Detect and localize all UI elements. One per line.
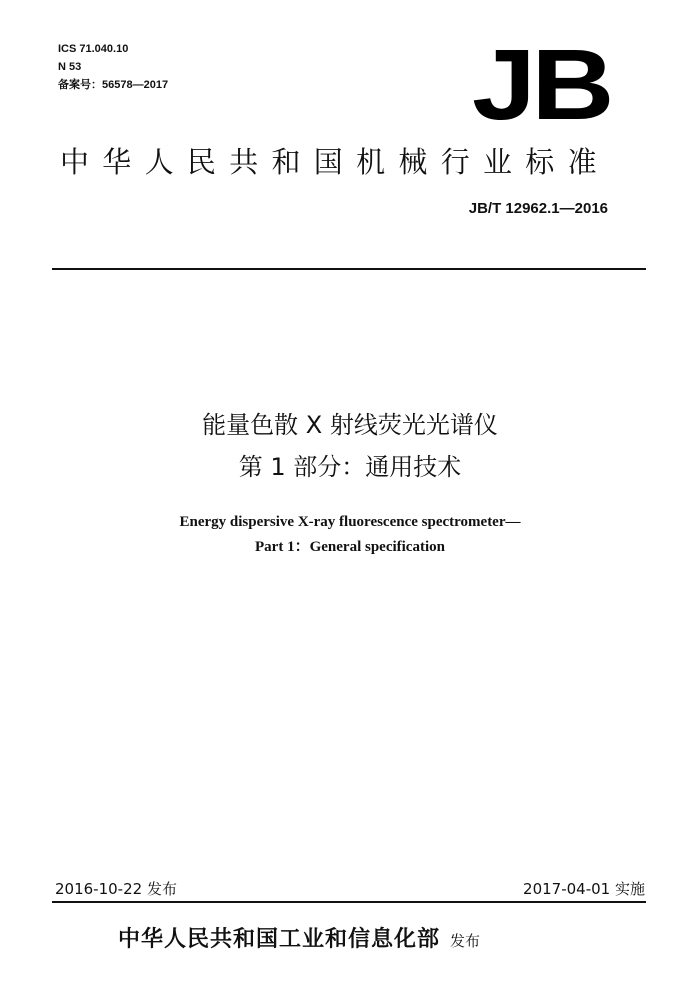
zh-title-line2: 第 1 部分：通用技术 xyxy=(238,453,462,481)
ics-code: ICS 71.040.10 xyxy=(58,43,129,55)
footer-divider xyxy=(52,901,646,903)
en-title-line1: Energy dispersive X-ray fluorescence spectrometer— xyxy=(179,514,521,530)
record-number: 备案号：56578—2017 xyxy=(58,79,169,91)
issuer-name: 中华人民共和国工业和信息化部 xyxy=(118,927,441,952)
ccs-code: N 53 xyxy=(58,61,82,73)
issuer-line xyxy=(118,922,480,953)
en-title-line2: Part 1：General specification xyxy=(255,539,445,555)
header-divider xyxy=(52,268,646,270)
implement-date: 2017-04-01 实施 xyxy=(523,880,645,898)
issuer-action: 发布 xyxy=(450,932,481,950)
jb-logo: JB xyxy=(472,29,610,141)
standard-type-title: 中华人民共和国机械行业标准 xyxy=(60,145,610,179)
publish-date: 2016-10-22 发布 xyxy=(55,880,177,898)
zh-title-line1: 能量色散 X 射线荧光光谱仪 xyxy=(202,411,498,439)
standard-code: JB/T 12962.1—2016 xyxy=(468,200,608,217)
